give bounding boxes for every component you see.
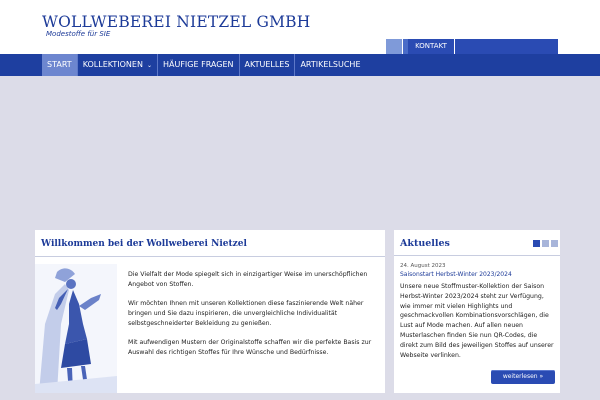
- news-title: Aktuelles: [400, 238, 450, 249]
- news-pager-dot[interactable]: [542, 240, 549, 247]
- news-text: Unsere neue Stoffmuster-Kollektion der Saison Herbst-Winter 2023/2024 steht zur Verfügung, wie immer mit vielen Highlights und geschmackvollen Kombinationsvorschlägen, die Lust auf Mode machen. Auf allen neuen Musterlaschen finden Sie nun QR-Codes, die direkt zum Bild des jeweiligen Stoffes auf unserer Webseite verlinken.: [400, 283, 554, 359]
- news-date: 24. August 2023: [400, 263, 446, 269]
- news-pager: [533, 240, 558, 247]
- welcome-title: Willkommen bei der Wollweberei Nietzel: [41, 239, 247, 249]
- news-pager-dot[interactable]: [533, 240, 540, 247]
- main-navigation: [0, 54, 600, 76]
- read-more-button[interactable]: weiterlesen »: [491, 370, 555, 384]
- divider: [35, 256, 385, 257]
- news-headline[interactable]: Saisonstart Herbst-Winter 2023/2024: [400, 271, 512, 278]
- nav-item-aktuelles[interactable]: AKTUELLES: [240, 54, 296, 76]
- nav-item-start[interactable]: START: [42, 54, 78, 76]
- welcome-paragraph: Die Vielfalt der Mode spiegelt sich in einzigartiger Weise im unerschöpflichen Angebot von Stoffen.: [128, 271, 368, 288]
- kontakt-link[interactable]: KONTAKT: [408, 39, 454, 54]
- welcome-text: [128, 270, 378, 367]
- topbar-square: [386, 39, 402, 54]
- news-panel: [394, 230, 560, 393]
- nav-item-kollektionen[interactable]: [78, 54, 158, 76]
- nav-item-artikelsuche[interactable]: ARTIKELSUCHE: [300, 60, 361, 69]
- fashion-figure-image: [35, 264, 117, 393]
- site-tagline: Modestoffe für SIE: [46, 30, 111, 38]
- nav-item-haeufige-fragen[interactable]: HÄUFIGE FRAGEN: [158, 54, 240, 76]
- site-header: [0, 0, 600, 54]
- site-logo[interactable]: WOLLWEBEREI NIETZEL GMBH: [42, 13, 311, 31]
- chevron-down-icon: ⌄: [146, 62, 152, 69]
- welcome-paragraph: Mit aufwendigen Mustern der Originalstoffe schaffen wir die perfekte Basis zur Auswahl des richtigen Stoffes für Ihre Wünsche und Bedürfnisse.: [128, 339, 372, 356]
- news-pager-dot[interactable]: [551, 240, 558, 247]
- welcome-paragraph: Wir möchten Ihnen mit unseren Kollektionen diese faszinierende Welt näher bringen und Sie dazu inspirieren, die unvergleichliche Individualität selbstgeschneiderter Bekleidung zu genießen.: [128, 300, 364, 327]
- nav-item-label: KOLLEKTIONEN: [82, 60, 143, 69]
- divider: [394, 255, 560, 256]
- topbar-bar: [455, 39, 558, 54]
- welcome-panel: [35, 230, 385, 393]
